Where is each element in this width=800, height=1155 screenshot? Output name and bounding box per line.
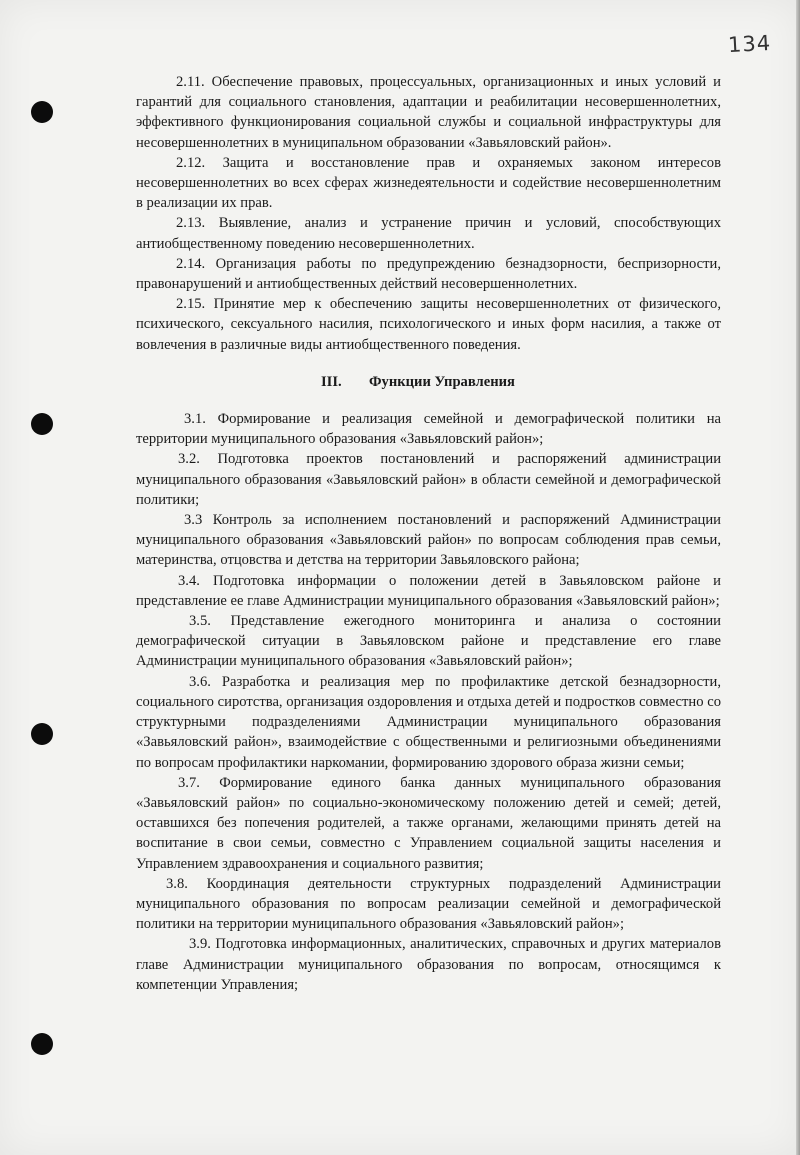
section-heading: [136, 372, 721, 392]
document-body: [136, 72, 721, 995]
section-number: III.: [321, 373, 342, 390]
punch-hole: [31, 1033, 53, 1055]
paragraph-3-3: 3.3 Контроль за исполнением постановлений и распоряжений Администрации муниципального образования «Завьяловский район» по вопросам соблюдения прав семьи, материнства, отцовства и детства на территории Завьяловского района;: [136, 512, 721, 569]
paragraph-3-2: 3.2. Подготовка проектов постановлений и распоряжений администрации муниципального образования «Завьяловский район» в области семейной и демографической политики;: [136, 451, 721, 508]
punch-hole: [31, 723, 53, 745]
paragraph-3-8: 3.8. Координация деятельности структурных подразделений Администрации муниципального образования по вопросам реализации семейной и демографической политики на территории муниципального образования «Завьяловский район»;: [136, 875, 721, 933]
punch-hole: [31, 101, 53, 123]
paragraph-2-11: 2.11. Обеспечение правовых, процессуальных, организационных и иных условий и гарантий для социального становления, адаптации и реабилитации несовершеннолетних, эффективного функционирования социальной службы и социальной инфраструктуры для несовершеннолетних в муниципальном образовании «Завьяловский район».: [136, 74, 721, 151]
paragraph-3-1: 3.1. Формирование и реализация семейной и демографической политики на территории муниципального образования «Завьяловский район»;: [136, 411, 721, 448]
paragraph-3-5: 3.5. Представление ежегодного мониторинга и анализа о состоянии демографической ситуации в Завьяловском районе и представление его главе Администрации муниципального образования «Завьяловский район»;: [136, 613, 721, 670]
punch-hole: [31, 413, 53, 435]
paragraph-2-12: 2.12. Защита и восстановление прав и охраняемых законом интересов несовершеннолетних во всех сферах жизнедеятельности и содействие несовершеннолетним в реализации их прав.: [136, 154, 721, 212]
paragraph-2-13: 2.13. Выявление, анализ и устранение причин и условий, способствующих антиобщественному поведению несовершеннолетних.: [136, 215, 721, 252]
paragraph-3-7: 3.7. Формирование единого банка данных муниципального образования «Завьяловский район» по социально-экономическому положению детей и семей; детей, оставшихся без попечения родителей, а также органами, желающими принять детей на воспитание в свои семьи, совместно с Управлением социальной защиты населения и Управлением здравоохранения и социального развития;: [136, 774, 721, 872]
paragraph-2-14: 2.14. Организация работы по предупреждению безнадзорности, беспризорности, правонарушений и антиобщественных действий несовершеннолетних.: [136, 255, 721, 293]
paragraph-3-6: 3.6. Разработка и реализация мер по профилактике детской безнадзорности, социального сиротства, организация оздоровления и отдыха детей и подростков совместно со структурными подразделениями Администрации муниципального образования «Завьяловский район», взаимодействие с общественными и религиозными объединениями по вопросам профилактики наркомании, формированию здорового образа жизни семьи;: [136, 673, 721, 771]
page-edge: [796, 0, 800, 1155]
paragraph-2-15: 2.15. Принятие мер к обеспечению защиты несовершеннолетних от физического, психического, сексуального насилия, психологического и иных форм насилия, а также от вовлечения в различные виды антиобщественного поведения.: [136, 296, 721, 353]
section-title: Функции Управления: [369, 373, 515, 390]
paragraph-3-4: 3.4. Подготовка информации о положении детей в Завьяловском районе и представление ее главе Администрации муниципального образования «Завьяловский район»;: [136, 572, 721, 609]
paragraph-3-9: 3.9. Подготовка информационных, аналитических, справочных и других материалов главе Администрации муниципального образования по вопросам, относящимся к компетенции Управления;: [136, 936, 721, 993]
handwritten-page-number: 134: [727, 30, 772, 58]
